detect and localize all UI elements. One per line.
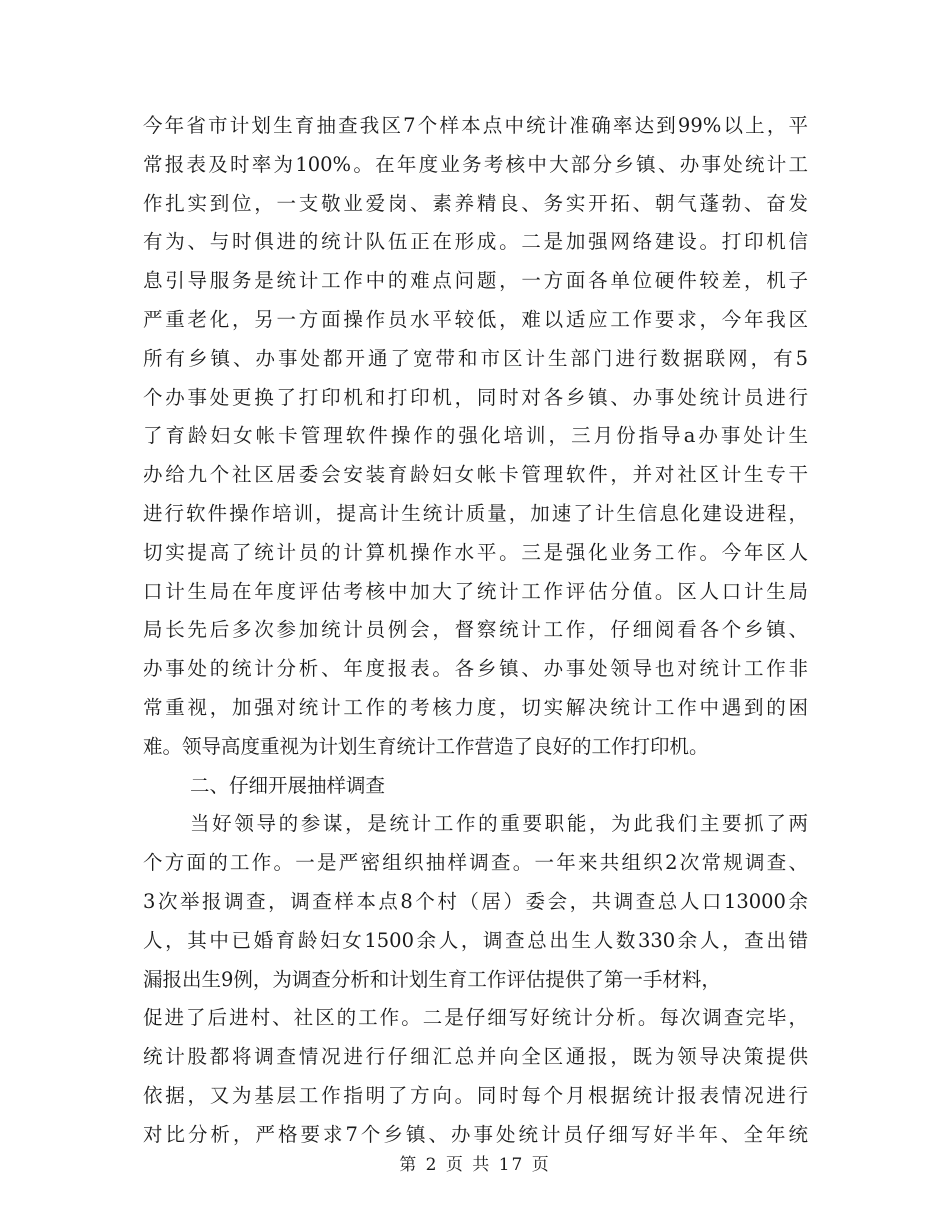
text-line: 3次举报调查，调查样本点8个村（居）委会，共调查总人口13000余 [143, 889, 808, 913]
page-footer: 第 2 页 共 17 页 [399, 1155, 551, 1175]
text-line: 统计股都将调查情况进行仔细汇总并向全区通报，既为领导决策提供 [143, 1045, 808, 1069]
text-line: 对比分析，严格要求7个乡镇、办事处统计员仔细写好半年、全年统 [143, 1122, 808, 1146]
text-line: 严重老化，另一方面操作员水平较低，难以适应工作要求，今年我区 [143, 307, 808, 331]
text-line: 漏报出生9例，为调查分析和计划生育工作评估提供了第一手材料， [143, 967, 721, 991]
text-line: 当好领导的参谋，是统计工作的重要职能，为此我们主要抓了两 [190, 812, 808, 836]
text-line: 办给九个社区居委会安装育龄妇女帐卡管理软件，并对社区计生专干 [143, 463, 808, 487]
text-line: 进行软件操作培训，提高计生统计质量，加速了计生信息化建设进程， [143, 501, 808, 525]
text-line: 今年省市计划生育抽查我区7个样本点中统计准确率达到99%以上，平 [143, 114, 808, 137]
text-line: 人，其中已婚育龄妇女1500余人，调查总出生人数330余人，查出错 [143, 928, 808, 952]
text-line: 常重视，加强对统计工作的考核力度，切实解决统计工作中遇到的困 [143, 695, 808, 719]
section-heading: 二、仔细开展抽样调查 [190, 773, 386, 797]
text-line: 办事处的统计分析、年度报表。各乡镇、办事处领导也对统计工作非 [143, 657, 808, 681]
body-text [143, 107, 808, 1155]
text-line: 促进了后进村、社区的工作。二是仔细写好统计分析。每次调查完毕， [143, 1006, 808, 1030]
text-line: 依据，又为基层工作指明了方向。同时每个月根据统计报表情况进行 [143, 1083, 808, 1107]
text-line: 所有乡镇、办事处都开通了宽带和市区计生部门进行数据联网，有5 [143, 346, 808, 370]
text-line: 局长先后多次参加统计员例会，督察统计工作，仔细阅看各个乡镇、 [143, 618, 808, 642]
text-line: 作扎实到位，一支敬业爱岗、素养精良、务实开拓、朝气蓬勃、奋发 [143, 191, 808, 215]
text-line: 难。领导高度重视为计划生育统计工作营造了良好的工作打印机。 [143, 734, 709, 758]
text-line: 个方面的工作。一是严密组织抽样调查。一年来共组织2次常规调查、 [143, 851, 808, 875]
text-line: 常报表及时率为100%。在年度业务考核中大部分乡镇、办事处统计工 [143, 152, 808, 176]
text-line: 有为、与时俱进的统计队伍正在形成。二是加强网络建设。打印机信 [143, 230, 808, 254]
text-line: 口计生局在年度评估考核中加大了统计工作评估分值。区人口计生局 [143, 579, 808, 603]
text-line: 息引导服务是统计工作中的难点问题，一方面各单位硬件较差，机子 [143, 269, 808, 293]
text-line: 切实提高了统计员的计算机操作水平。三是强化业务工作。今年区人 [143, 540, 808, 564]
text-line: 个办事处更换了打印机和打印机，同时对各乡镇、办事处统计员进行 [143, 385, 808, 409]
text-line: 了育龄妇女帐卡管理软件操作的强化培训，三月份指导a办事处计生 [143, 424, 808, 448]
